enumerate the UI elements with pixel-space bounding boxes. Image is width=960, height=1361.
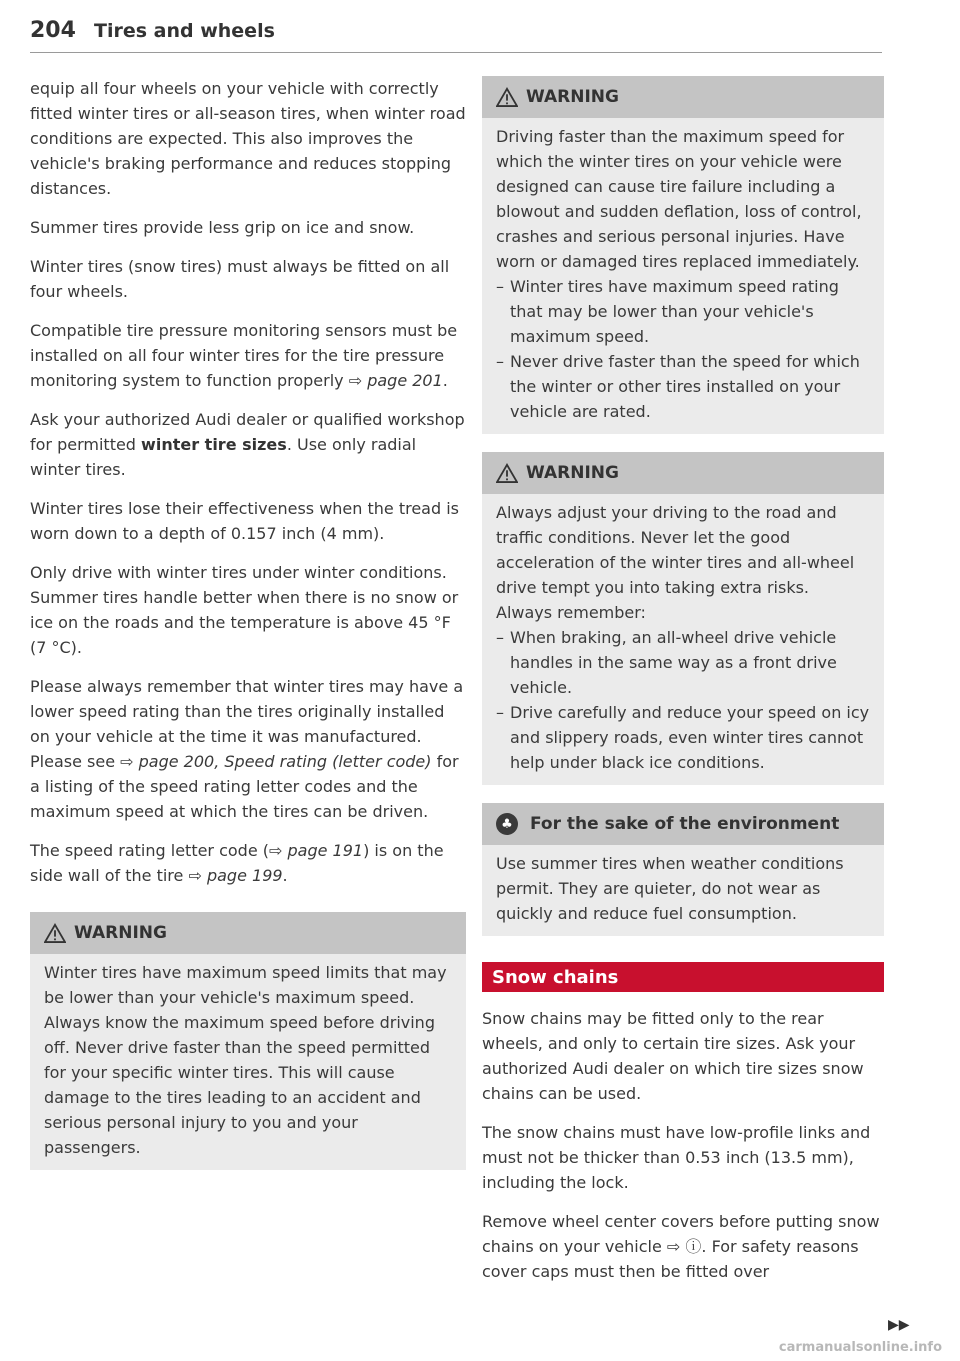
paragraph: Summer tires provide less grip on ice and snow. [30, 218, 415, 237]
warning-title: WARNING [74, 923, 167, 943]
warning-triangle-icon [44, 923, 66, 943]
continue-arrow-icon: ▶▶ [888, 1317, 910, 1333]
text: . [282, 866, 288, 885]
warning-header [482, 452, 884, 494]
text: Please always remember that winter tires may have a lower speed rating than the tires originally installed on your vehicle at the time it was manufactured. Please see [30, 677, 464, 771]
text: . [442, 371, 448, 390]
text: Ask your authorized Audi dealer or qualified workshop for permitted [30, 410, 465, 454]
paragraph [30, 318, 466, 393]
paragraph: Winter tires lose their effectiveness when the tread is worn down to a depth of 0.157 inch (4 mm). [30, 499, 460, 543]
warning-header [30, 912, 466, 954]
warning-box [30, 912, 466, 1170]
environment-box [482, 803, 884, 936]
paragraph: Winter tires (snow tires) must always be fitted on all four wheels. [30, 257, 450, 301]
bullet-text: Drive carefully and reduce your speed on icy and slippery roads, even winter tires cannot help under black ice conditions. [510, 703, 870, 772]
warning-box [482, 76, 884, 434]
text: . Use only radial winter tires. [30, 435, 417, 479]
warning-box [482, 452, 884, 785]
paragraph: Only drive with winter tires under winter conditions. Summer tires handle better when there is no snow or ice on the roads and the temperature is above 45 °F (7 °C). [30, 563, 459, 657]
bullet-item: – Winter tires have maximum speed rating that may be lower than your vehicle's maximum speed. [496, 274, 870, 349]
warning-text: Driving faster than the maximum speed for which the winter tires on your vehicle were designed can cause tire failure including a blowout and sudden deflation, loss of control, crashes and serious personal injuries. Have worn or damaged tires replaced immediately. [496, 127, 862, 271]
bullet-item: – When braking, an all-wheel drive vehicle handles in the same way as a front drive vehicle. [496, 625, 870, 700]
warning-triangle-icon [496, 463, 518, 483]
warning-body [482, 118, 884, 434]
paragraph [30, 838, 466, 888]
paragraph: equip all four wheels on your vehicle with correctly fitted winter tires or all-season tires, when winter road conditions are expected. This also improves the vehicle's braking performance and reduces stopping distances. [30, 79, 466, 198]
watermark: carmanualsonline.info [778, 1340, 942, 1355]
bullet-text: Never drive faster than the speed for which the winter or other tires installed on your vehicle are rated. [510, 352, 860, 421]
bold-term: winter tire sizes [141, 435, 287, 454]
text: . For safety reasons cover caps must then be fitted over [482, 1237, 859, 1281]
warning-body [482, 494, 884, 785]
environment-title: For the sake of the environment [530, 814, 840, 834]
section-heading: Snow chains [482, 962, 884, 992]
page-number: 204 [30, 18, 76, 43]
environment-leaf-icon: ♣ [496, 813, 518, 835]
text: Remove wheel center covers before putting snow chains on your vehicle [482, 1212, 880, 1256]
environment-body [482, 845, 884, 936]
text: The speed rating letter code ( [30, 841, 270, 860]
paragraph [482, 1209, 884, 1284]
bullet-item: – Drive carefully and reduce your speed on icy and slippery roads, even winter tires cannot help under black ice conditions. [496, 700, 870, 775]
paragraph: The snow chains must have low-profile links and must not be thicker than 0.53 inch (13.5 mm), including the lock. [482, 1123, 871, 1192]
chapter-title: Tires and wheels [94, 20, 275, 42]
bullet-text: Winter tires have maximum speed rating that may be lower than your vehicle's maximum speed. [510, 277, 839, 346]
warning-title: WARNING [526, 87, 619, 107]
bullet-text: When braking, an all-wheel drive vehicle handles in the same way as a front drive vehicle. [510, 628, 837, 697]
paragraph: Snow chains may be fitted only to the rear wheels, and only to certain tire sizes. Ask your authorized Audi dealer on which tire sizes snow chains can be used. [482, 1009, 864, 1103]
text: Compatible tire pressure monitoring sensors must be installed on all four winter tires for the tire pressure monitoring system to function properly [30, 321, 458, 390]
page-header [30, 18, 882, 53]
page-reference-link[interactable]: ⇨ ⓘ [666, 1237, 702, 1256]
warning-text: Winter tires have maximum speed limits that may be lower than your vehicle's maximum speed. Always know the maximum speed before driving off. Never drive faster than the speed permitted for your specific winter tires. This will cause damage to the tires leading to an accident and serious personal injury to you and your passengers. [44, 963, 447, 1157]
text: ) is on the side wall of the tire [30, 841, 444, 885]
page-reference-link[interactable]: ⇨ page 200, Speed rating (letter code) [120, 752, 432, 771]
text: for a listing of the speed rating letter codes and the maximum speed at which the tires can be driven. [30, 752, 459, 821]
environment-header [482, 803, 884, 845]
environment-text: Use summer tires when weather conditions permit. They are quieter, do not wear as quickly and reduce fuel consumption. [496, 854, 844, 923]
bullet-item: – Never drive faster than the speed for which the winter or other tires installed on your vehicle are rated. [496, 349, 870, 424]
page-reference-link[interactable]: ⇨ page 199 [188, 866, 283, 885]
page-reference-link[interactable]: ⇨ page 191 [269, 841, 364, 860]
paragraph [30, 407, 466, 482]
warning-triangle-icon [496, 87, 518, 107]
paragraph [30, 674, 466, 824]
warning-title: WARNING [526, 463, 619, 483]
warning-header [482, 76, 884, 118]
right-column [482, 76, 884, 1298]
warning-text: Always adjust your driving to the road and traffic conditions. Never let the good acceleration of the winter tires and all-wheel drive tempt you into taking extra risks. Always remember: [496, 503, 855, 622]
left-column [30, 76, 466, 1188]
warning-body [30, 954, 466, 1170]
page-reference-link[interactable]: ⇨ page 201 [348, 371, 443, 390]
